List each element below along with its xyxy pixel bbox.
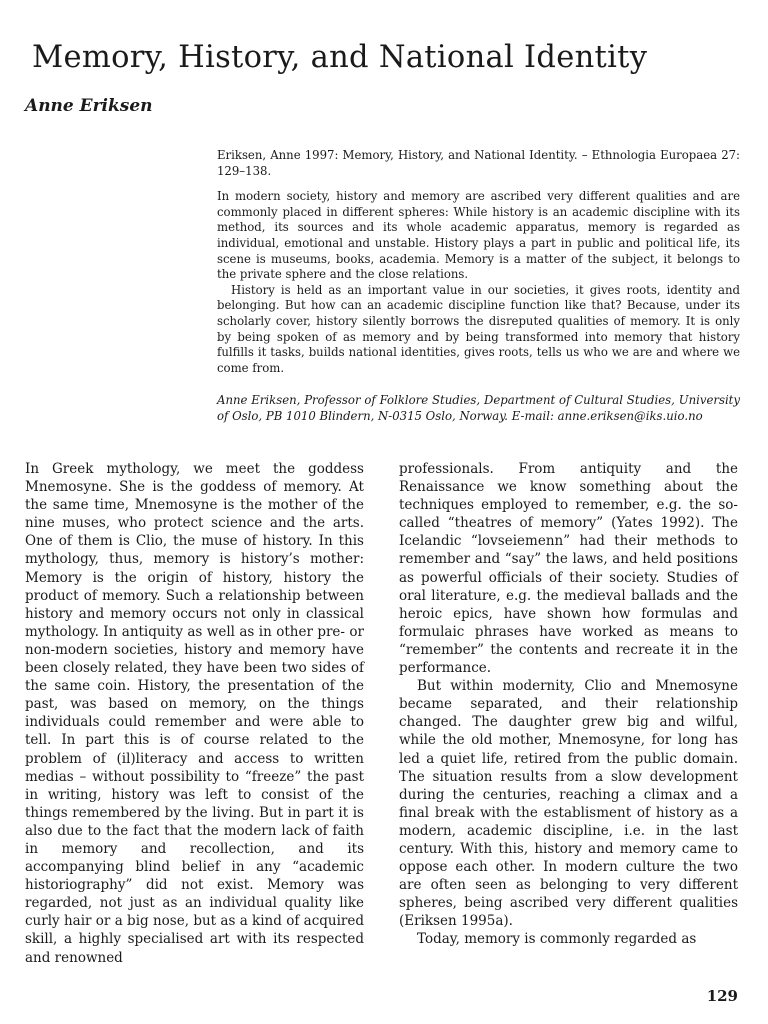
body-paragraph: In Greek mythology, we meet the goddess Mnemosyne. She is the goddess of memory. At the same time, Mnemosyne is the mother of the nine muses, who protect science and the arts. One of them is Clio, the muse of history. In this mythology, thus, memory is history’s mother: Memory is the origin of history, history the product of memory. Such a relationship between history and memory occurs not only in classical mythology. In antiquity as well as in other pre- or non-modern societies, history and memory have been closely related, they have been two sides of the same coin. History, the presentation of the past, was based on memory, on the things individuals could remember and were able to tell. In part this is of course related to the problem of (il)literacy and access to written medias – without possibility to “freeze” the past in writing, history was left to consist of the things remembered by the living. But in part it is also due to the fact that the modern lack of faith in memory and recollection, and its accompanying blind belief in any “academic historiography” did not exist. Memory was regarded, not just as an individual quality like curly hair or a big nose, but as a kind of acquired skill, a highly specialised art with its respected and renowned (25, 461, 364, 966)
abstract-paragraph: History is held as an important value in our societies, it gives roots, identity and belonging. But how can an academic discipline function like that? Because, under its scholarly cover, history silently borrows the disreputed qualities of memory. It is only by being spoken of as memory and by being transformed into memory that history fulfills it tasks, builds national identities, gives roots, tells us who we are and where we come from. (217, 282, 740, 375)
abstract-block (217, 148, 740, 425)
body-column-right (399, 460, 738, 949)
author-affiliation: Anne Eriksen, Professor of Folklore Studies, Department of Cultural Studies, University of Oslo, PB 1010 Blindern, N-0315 Oslo, Norway. E-mail: anne.eriksen@iks.uio.no (217, 393, 740, 423)
article-author: Anne Eriksen (25, 96, 153, 116)
body-paragraph: professionals. From antiquity and the Renaissance we know something about the techniques employed to remember, e.g. the so-called “theatres of memory” (Yates 1992). The Icelandic “lovseiemenn” had their methods to remember and “say” the laws, and held positions as powerful officials of their society. Studies of oral literature, e.g. the medieval ballads and the heroic epics, have shown how formulas and formulaic phrases have worked as means to “remember” the contents and recreate it in the performance. (399, 461, 738, 677)
abstract-paragraph: In modern society, history and memory are ascribed very different qualities and are commonly placed in different spheres: While history is an academic discipline with its method, its sources and its whole academic apparatus, memory is regarded as individual, emotional and unstable. History plays a part in public and political life, its scene is museums, books, academia. Memory is a matter of the subject, it belongs to the private sphere and the close relations. (217, 189, 740, 282)
body-column-left (25, 460, 364, 967)
page-number: 129 (706, 987, 738, 1005)
body-paragraph: But within modernity, Clio and Mnemosyne became separated, and their relationship changed. The daughter grew big and wilful, while the old mother, Mnemosyne, for long has led a quiet life, retired from the public domain. The situation results from a slow development during the centuries, reaching a climax and a final break with the establisment of history as a modern, academic discipline, i.e. in the last century. With this, history and memory came to oppose each other. In modern culture the two are often seen as belonging to very different spheres, being ascribed very different qualities (Eriksen 1995a). (399, 678, 738, 930)
body-paragraph: Today, memory is commonly regarded as (417, 931, 697, 948)
abstract-citation: Eriksen, Anne 1997: Memory, History, and National Identity. – Ethnologia Europaea 27: 129–138. (217, 148, 740, 178)
article-title: Memory, History, and National Identity (32, 40, 648, 75)
